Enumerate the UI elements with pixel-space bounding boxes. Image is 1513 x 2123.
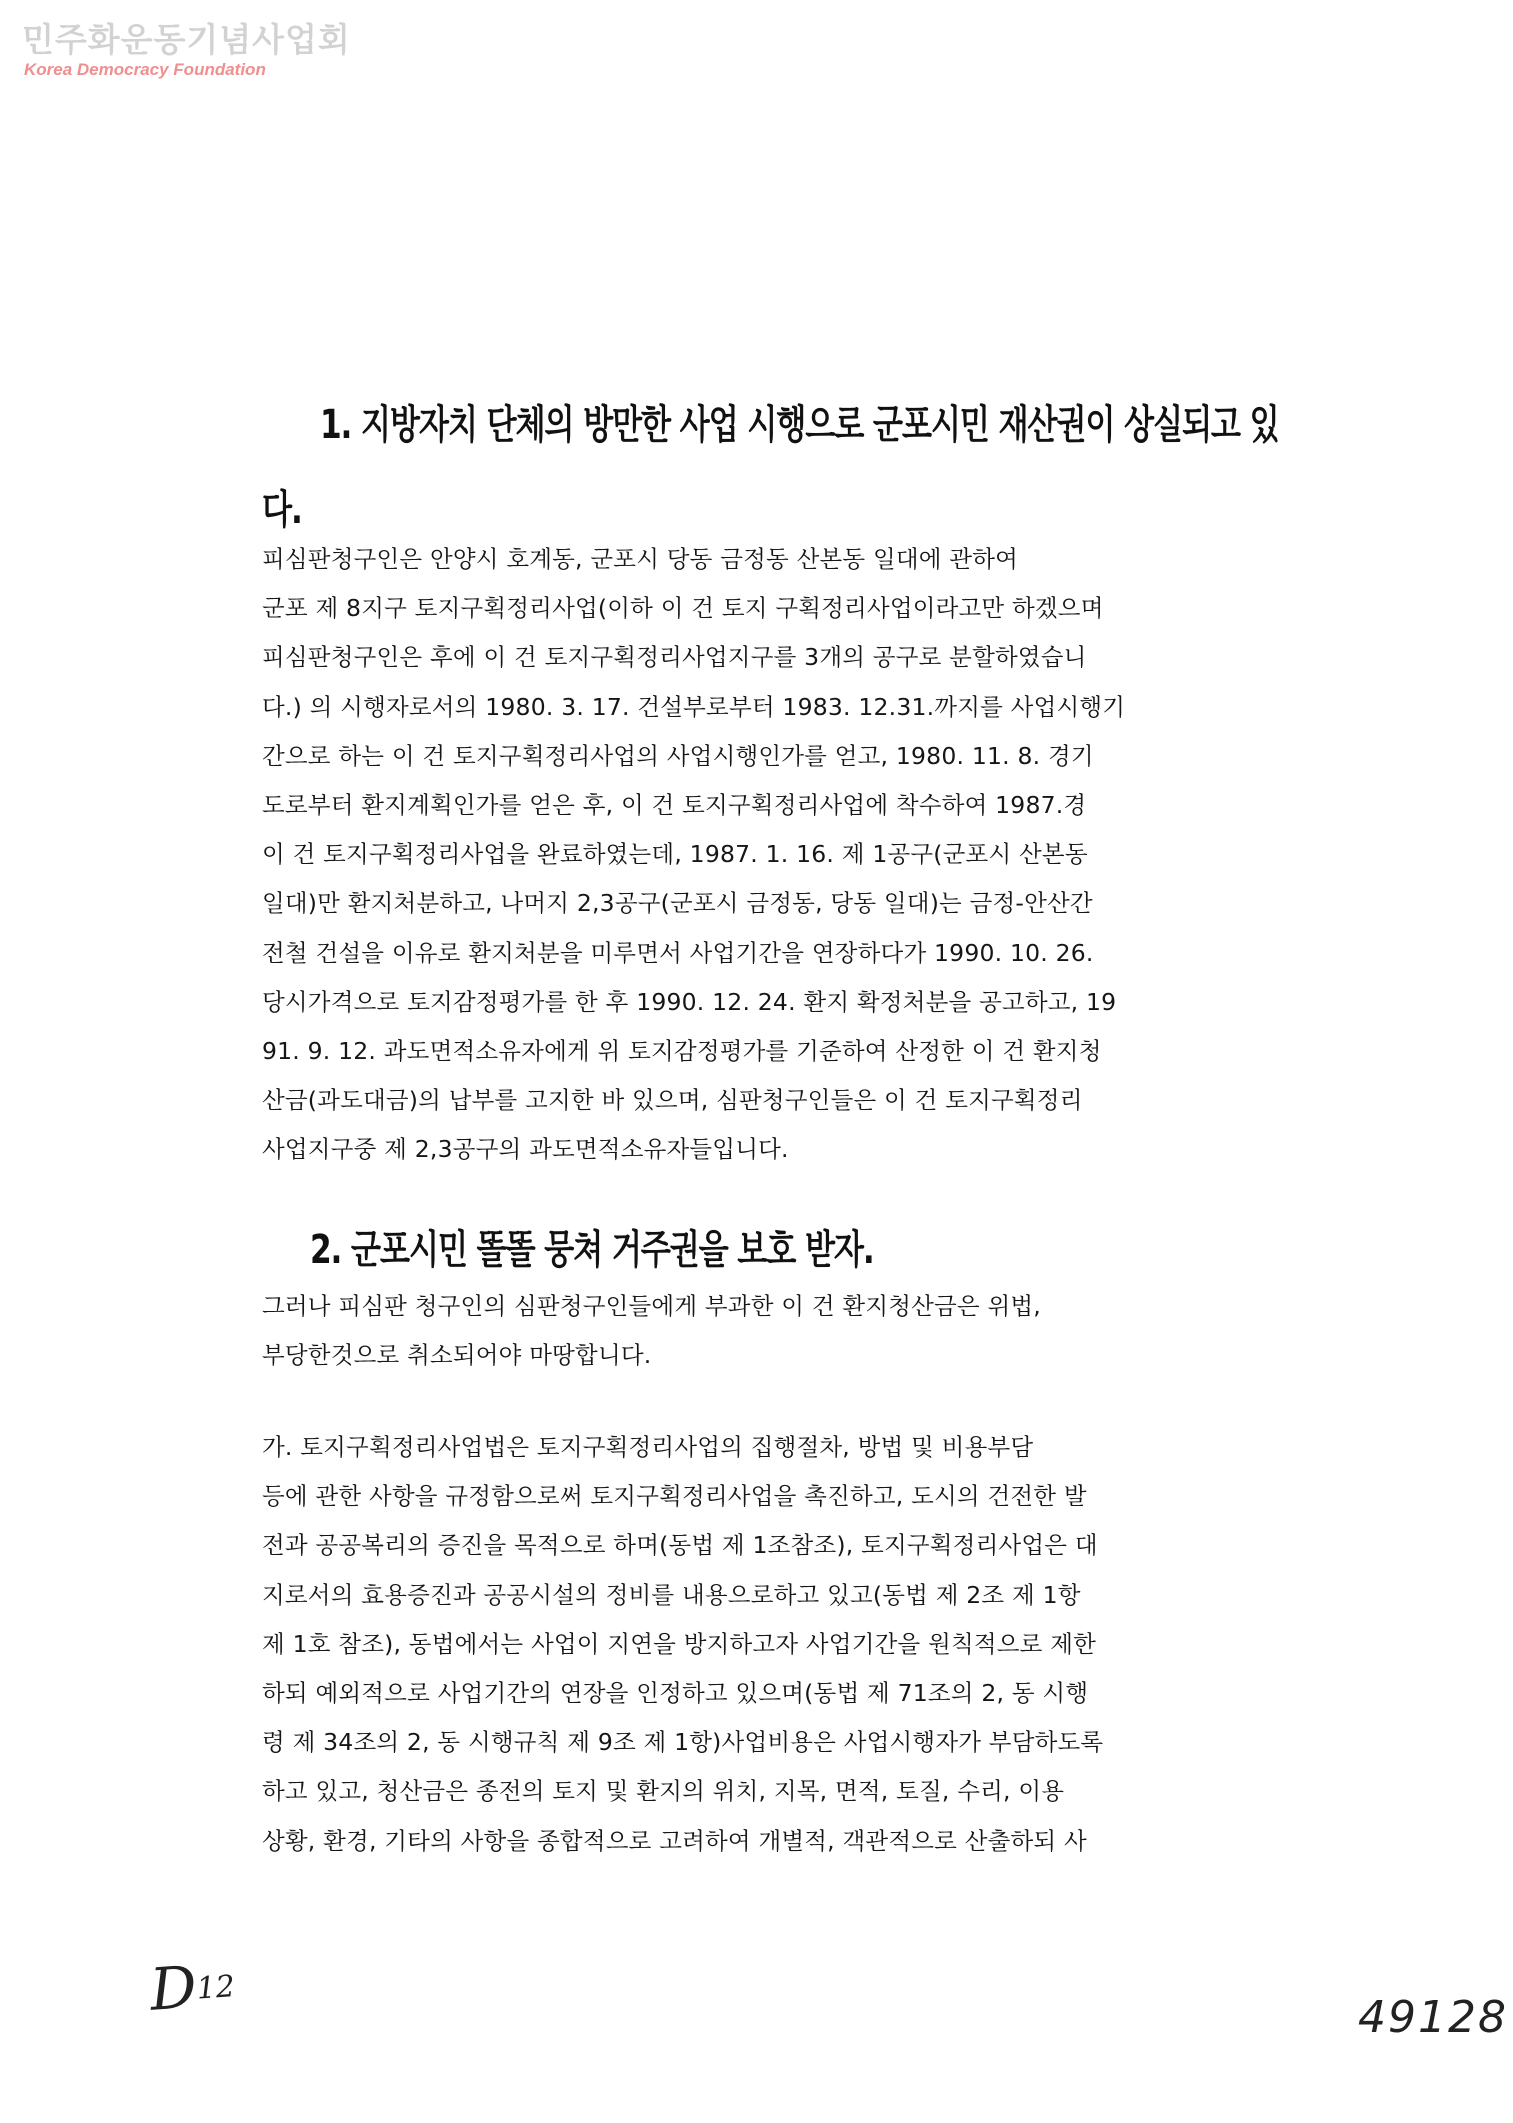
- paragraph-line: 군포 제 8지구 토지구획정리사업(이하 이 건 토지 구획정리사업이라고만 하겠으며: [262, 594, 1104, 623]
- signature-sub: 12: [195, 1969, 236, 2007]
- section1-heading-line1: 1. 지방자치 단체의 방만한 사업 시행으로 군포시민 재산권이 상실되고 있: [320, 402, 1279, 448]
- paragraph-line: 령 제 34조의 2, 동 시행규칙 제 9조 제 1항)사업비용은 사업시행자가 부담하도록: [262, 1728, 1104, 1757]
- paragraph-line: 사업지구중 제 2,3공구의 과도면적소유자들입니다.: [262, 1135, 789, 1164]
- paragraph-line: 도로부터 환지계획인가를 얻은 후, 이 건 토지구획정리사업에 착수하여 1987.경: [262, 791, 1087, 820]
- paragraph-line: 하되 예외적으로 사업기간의 연장을 인정하고 있으며(동법 제 71조의 2, 동 시행: [262, 1679, 1089, 1708]
- paragraph-line: 산금(과도대금)의 납부를 고지한 바 있으며, 심판청구인들은 이 건 토지구획정리: [262, 1086, 1083, 1115]
- paragraph-line: 간으로 하는 이 건 토지구획정리사업의 사업시행인가를 얻고, 1980. 11. 8. 경기: [262, 741, 1094, 770]
- watermark-korean: 민주화운동기념사업회: [22, 20, 351, 59]
- paragraph-line: 전철 건설을 이유로 환지처분을 미루면서 사업기간을 연장하다가 1990. 10. 26.: [262, 938, 1094, 967]
- paragraph-line: 등에 관한 사항을 규정함으로써 토지구획정리사업을 촉진하고, 도시의 건전한 발: [262, 1482, 1087, 1511]
- section1-heading-line2: 다.: [262, 487, 302, 533]
- paragraph-line: 지로서의 효용증진과 공공시설의 정비를 내용으로하고 있고(동법 제 2조 제 1항: [262, 1580, 1081, 1609]
- watermark-english: Korea Democracy Foundation: [24, 60, 266, 79]
- paragraph-line: 전과 공공복리의 증진을 목적으로 하며(동법 제 1조참조), 토지구획정리사업은 대: [262, 1531, 1098, 1560]
- signature-main: D: [147, 1952, 199, 2024]
- paragraph-line: 이 건 토지구획정리사업을 완료하였는데, 1987. 1. 16. 제 1공구(군포시 산본동: [262, 840, 1088, 869]
- section2-ga-paragraph: [262, 1423, 1260, 1866]
- watermark: [22, 20, 351, 80]
- section1-paragraph: [262, 535, 1260, 1175]
- paragraph-line: 다.) 의 시행자로서의 1980. 3. 17. 건설부로부터 1983. 12.31.까지를 사업시행기: [262, 692, 1126, 721]
- paragraph-line: 피심판청구인은 안양시 호계동, 군포시 당동 금정동 산본동 일대에 관하여: [262, 545, 1019, 573]
- paragraph-line: 하고 있고, 청산금은 종전의 토지 및 환지의 위치, 지목, 면적, 토질, 수리, 이용: [262, 1777, 1065, 1806]
- paragraph-line: 부당한것으로 취소되어야 마땅합니다.: [262, 1341, 652, 1370]
- paragraph-line: 당시가격으로 토지감정평가를 한 후 1990. 12. 24. 환지 확정처분을 공고하고, 19: [262, 987, 1117, 1016]
- paragraph-line: 가. 토지구획정리사업법은 토지구획정리사업의 집행절차, 방법 및 비용부담: [262, 1433, 1034, 1461]
- paragraph-line: 상황, 환경, 기타의 사항을 종합적으로 고려하여 개별적, 객관적으로 산출하되 사: [262, 1826, 1087, 1855]
- paragraph-line: 그러나 피심판 청구인의 심판청구인들에게 부과한 이 건 환지청산금은 위법,: [262, 1292, 1041, 1320]
- paragraph-line: 일대)만 환지처분하고, 나머지 2,3공구(군포시 금정동, 당동 일대)는 금정-안산간: [262, 889, 1093, 918]
- handwritten-signature: [148, 1950, 237, 2024]
- paragraph-line: 91. 9. 12. 과도면적소유자에게 위 토지감정평가를 기준하여 산정한 이 건 환지청: [262, 1037, 1102, 1066]
- section2-intro-paragraph: [262, 1282, 1260, 1380]
- section2-heading: 2. 군포시민 똘똘 뭉쳐 거주권을 보호 받자.: [310, 1227, 874, 1273]
- paragraph-line: 제 1호 참조), 동법에서는 사업이 지연을 방지하고자 사업기간을 원칙적으로 제한: [262, 1629, 1097, 1658]
- handwritten-page-number: 49128: [1358, 1992, 1508, 2043]
- paragraph-line: 피심판청구인은 후에 이 건 토지구획정리사업지구를 3개의 공구로 분할하였습니: [262, 643, 1087, 672]
